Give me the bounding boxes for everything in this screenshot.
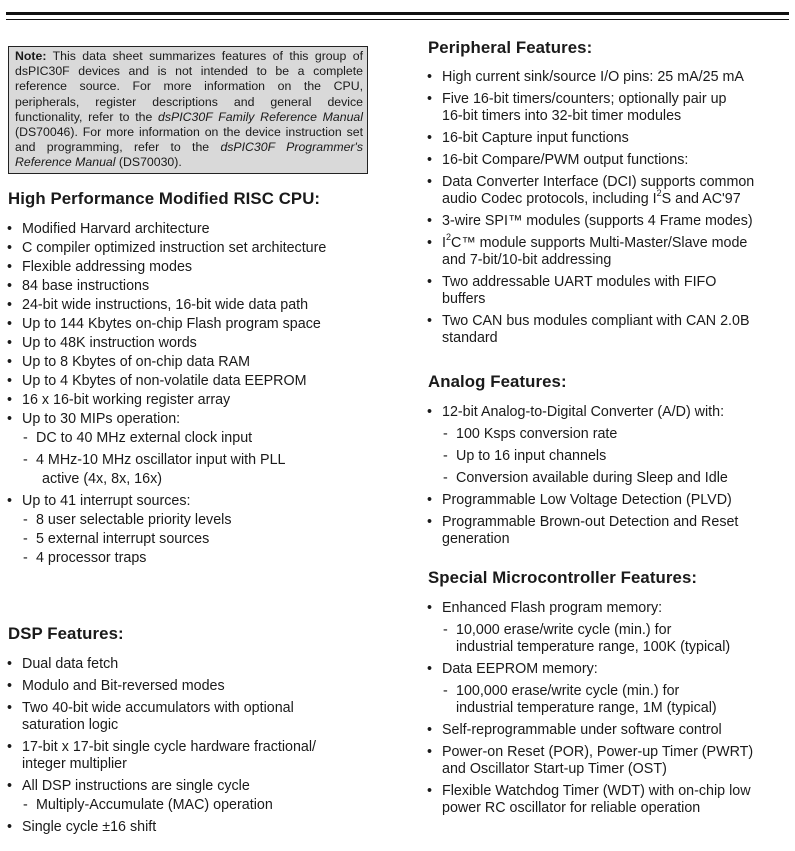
list-item-continuation: power RC oscillator for reliable operation — [442, 800, 701, 816]
sub-list-item: - 100 Ksps conversion rate — [426, 425, 738, 444]
sub-list-item-continuation: active (4x, 8x, 16x) — [42, 471, 162, 487]
sub-list-item: - Up to 16 input channels — [426, 447, 738, 466]
list-item: • Modified Harvard architecture — [6, 220, 326, 239]
list-item: • Up to 8 Kbytes of on-chip data RAM — [6, 353, 326, 372]
list-item: • Power-on Reset (POR), Power-up Timer (PWRT) — [426, 743, 753, 762]
list-item: • Data EEPROM memory: — [426, 660, 753, 679]
sub-list-item: - 8 user selectable priority levels — [6, 511, 326, 530]
list-item: • Up to 30 MIPs operation: — [6, 410, 326, 429]
list-item-continuation: and 7-bit/10-bit addressing — [442, 252, 612, 268]
list-item: • Dual data fetch — [6, 655, 316, 674]
list-item: • 3-wire SPI™ modules (supports 4 Frame modes) — [426, 212, 754, 231]
analog-heading: Analog Features: — [428, 372, 567, 391]
list-item: • 24-bit wide instructions, 16-bit wide data path — [6, 296, 326, 315]
list-item: • 84 base instructions — [6, 277, 326, 296]
sub-list-item: - DC to 40 MHz external clock input — [6, 429, 326, 448]
sub-list-item: - 100,000 erase/write cycle (min.) for — [426, 682, 753, 701]
list-item: • Modulo and Bit-reversed modes — [6, 677, 316, 696]
sub-list-item: - Multiply-Accumulate (MAC) operation — [6, 796, 316, 815]
list-item-continuation: audio Codec protocols, including $I^2S$ and AC'97 — [442, 188, 741, 207]
list-item: • 16 x 16-bit working register array — [6, 391, 326, 410]
list-item: • Up to 41 interrupt sources: — [6, 492, 326, 511]
note-text-2: (DS70046). For more information on the device instruction set and programming, refer to the — [15, 125, 363, 155]
special-heading: Special Microcontroller Features: — [428, 568, 698, 587]
sub-list-item: - 4 processor traps — [6, 549, 326, 568]
list-item: • All DSP instructions are single cycle — [6, 777, 316, 796]
cpu-list — [6, 220, 326, 568]
list-item: • Flexible Watchdog Timer (WDT) with on-chip low — [426, 782, 753, 801]
list-item: • Up to 4 Kbytes of non-volatile data EEPROM — [6, 372, 326, 391]
list-item: • Programmable Brown-out Detection and Reset — [426, 513, 738, 532]
special-list — [426, 599, 753, 818]
list-item: • Two 40-bit wide accumulators with optional — [6, 699, 316, 718]
list-item: • $I^2C™$ module supports Multi-Master/Slave mode — [426, 234, 754, 253]
sub-list-item: - Conversion available during Sleep and Idle — [426, 469, 738, 488]
peripheral-heading: Peripheral Features: — [428, 38, 593, 57]
sub-list-item: - 5 external interrupt sources — [6, 530, 326, 549]
note-text-3: (DS70030). — [115, 155, 182, 170]
sub-list-item-continuation: industrial temperature range, 100K (typical) — [456, 639, 731, 655]
analog-list — [426, 403, 738, 549]
list-item-continuation: standard — [442, 330, 498, 346]
dsp-list — [6, 655, 316, 837]
sub-list-item-continuation: industrial temperature range, 1M (typical) — [456, 700, 717, 716]
note-box — [8, 46, 368, 174]
list-item-continuation: 16-bit timers into 32-bit timer modules — [442, 108, 682, 124]
list-item: • 16-bit Compare/PWM output functions: — [426, 151, 754, 170]
note-ref-1: dsPIC30F Family Reference Manual — [158, 109, 363, 124]
list-item: • High current sink/source I/O pins: 25 mA/25 mA — [426, 68, 754, 87]
list-item: • Flexible addressing modes — [6, 258, 326, 277]
note-ref-2: dsPIC30F Programmer's Reference Manual — [15, 140, 363, 170]
peripheral-list — [426, 68, 754, 348]
list-item-continuation: buffers — [442, 291, 486, 307]
list-item: • Data Converter Interface (DCI) supports common — [426, 173, 754, 192]
header-rule-thick — [6, 12, 789, 15]
list-item: • Enhanced Flash program memory: — [426, 599, 753, 618]
list-item: • Self-reprogrammable under software control — [426, 721, 753, 740]
header-rule-thin — [6, 19, 789, 20]
sub-list-item: - 10,000 erase/write cycle (min.) for — [426, 621, 753, 640]
list-item: • Up to 48K instruction words — [6, 334, 326, 353]
list-item: • 17-bit x 17-bit single cycle hardware fractional/ — [6, 738, 316, 757]
note-text-1: This data sheet summarizes features of this group of dsPIC30F devices and is not intended to be a complete reference source. For more information on the CPU, peripherals, register descriptions and general device functionality, refer to the — [15, 49, 363, 124]
list-item-continuation: generation — [442, 531, 510, 547]
list-item: • Two addressable UART modules with FIFO — [426, 273, 754, 292]
list-item-continuation: and Oscillator Start-up Timer (OST) — [442, 761, 667, 777]
list-item: • 12-bit Analog-to-Digital Converter (A/D) with: — [426, 403, 738, 422]
sub-list-item: - 4 MHz-10 MHz oscillator input with PLL — [6, 451, 326, 470]
list-item: • 16-bit Capture input functions — [426, 129, 754, 148]
list-item-continuation: integer multiplier — [22, 756, 127, 772]
list-item-continuation: saturation logic — [22, 717, 119, 733]
list-item: • Two CAN bus modules compliant with CAN 2.0B — [426, 312, 754, 331]
list-item: • C compiler optimized instruction set architecture — [6, 239, 326, 258]
list-item: • Five 16-bit timers/counters; optionally pair up — [426, 90, 754, 109]
list-item: • Up to 144 Kbytes on-chip Flash program space — [6, 315, 326, 334]
list-item: • Single cycle ±16 shift — [6, 818, 316, 837]
dsp-heading: DSP Features: — [8, 624, 124, 643]
note-label: Note: — [15, 49, 47, 63]
list-item: • Programmable Low Voltage Detection (PLVD) — [426, 491, 738, 510]
cpu-heading: High Performance Modified RISC CPU: — [8, 189, 321, 208]
